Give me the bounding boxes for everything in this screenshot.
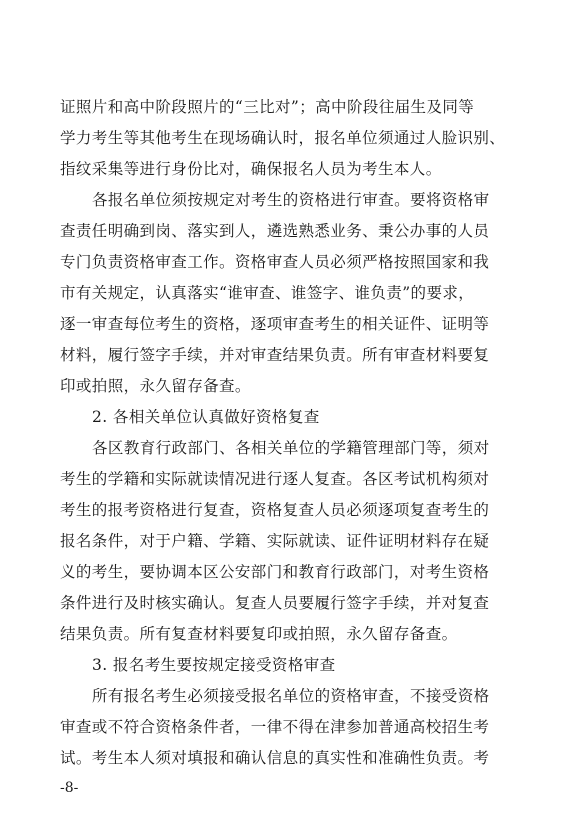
paragraph-start-line: 各区教育行政部门、各相关单位的学籍管理部门等，须对 [92,439,490,457]
text-line: 查责任明确到岗、落实到人，遴选熟悉业务、秉公办事的人员 [60,222,490,240]
text-line: 义的考生，要协调本区公安部门和教育行政部门，对考生资格 [60,563,490,581]
text-line: 考生的学籍和实际就读情况进行逐人复查。各区考试机构须对 [60,470,490,488]
text-line: 证照片和高中阶段照片的“三比对”；高中阶段往届生及同等 [60,98,475,116]
page-number: -8- [60,780,79,796]
paragraph-start-line: 所有报名考生必须接受报名单位的资格审查，不接受资格 [92,687,490,705]
text-line: 市有关规定，认真落实“谁审查、谁签字、谁负责”的要求， [60,284,475,302]
text-line: 材料，履行签字手续，并对审查结果负责。所有审查材料要复 [60,346,490,364]
text-line: 印或拍照，永久留存备查。 [60,377,251,395]
text-line: 试。考生本人须对填报和确认信息的真实性和准确性负责。考 [60,749,490,767]
paragraph-start-line: 各报名单位须按规定对考生的资格进行审查。要将资格审 [92,191,490,209]
text-line: 审查或不符合资格条件者，一律不得在津参加普通高校招生考 [60,718,490,736]
text-line: 报名条件，对于户籍、学籍、实际就读、证件证明材料存在疑 [60,532,490,550]
text-line: 学力考生等其他考生在现场确认时，报名单位须通过人脸识别、 [60,129,506,147]
text-line: 条件进行及时核实确认。复查人员要履行签字手续，并对复查 [60,594,490,612]
text-line: 指纹采集等进行身份比对，确保报名人员为考生本人。 [60,160,442,178]
text-line: 结果负责。所有复查材料要复印或拍照，永久留存备查。 [60,625,458,643]
text-line: 考生的报考资格进行复查，资格复查人员必须逐项复查考生的 [60,501,490,519]
section-heading: 3. 报名考生要按规定接受资格审查 [92,656,336,674]
text-line: 专门负责资格审查工作。资格审查人员必须严格按照国家和我 [60,253,490,271]
text-line: 逐一审查每位考生的资格，逐项审查考生的相关证件、证明等 [60,315,490,333]
section-heading: 2. 各相关单位认真做好资格复查 [92,408,320,426]
